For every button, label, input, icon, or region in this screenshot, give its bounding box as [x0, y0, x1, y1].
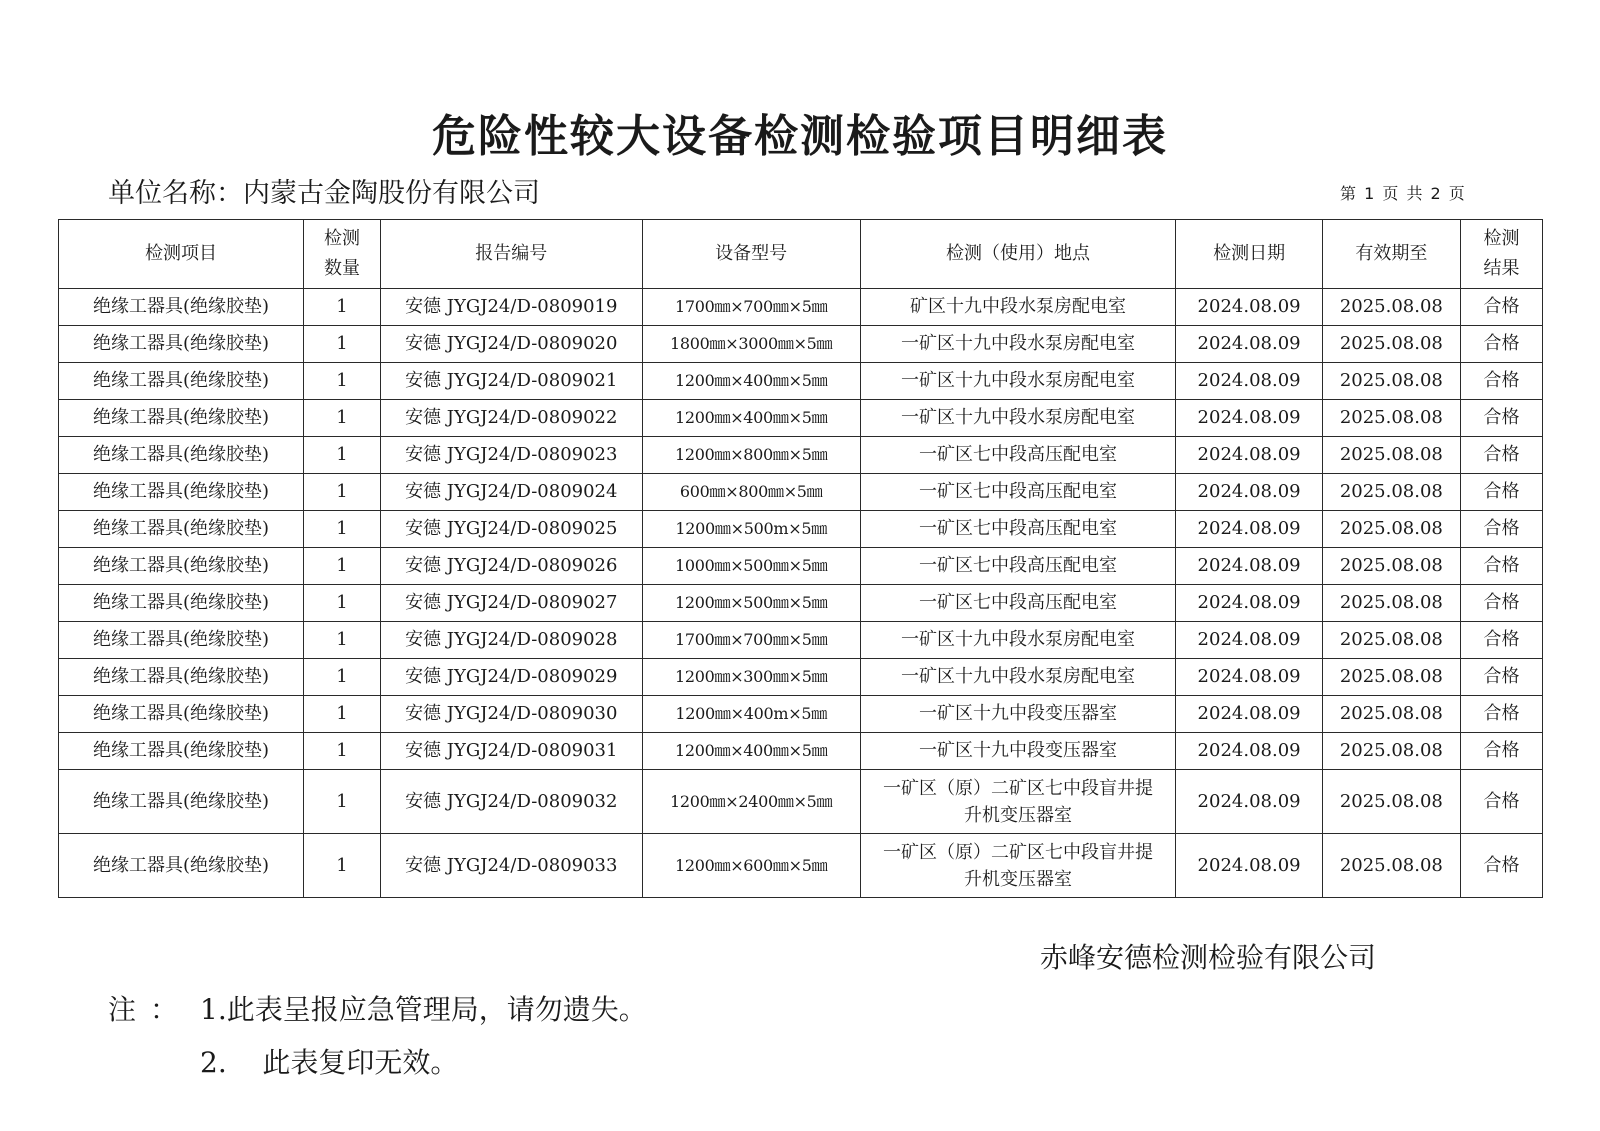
valid-until-cell: 2025.08.08 — [1322, 511, 1460, 548]
item-cell: 绝缘工器具(绝缘胶垫) — [59, 400, 304, 437]
valid-until-cell: 2025.08.08 — [1322, 548, 1460, 585]
location-cell: 一矿区七中段高压配电室 — [860, 437, 1176, 474]
equipment-model-cell: 600㎜×800㎜×5㎜ — [642, 474, 860, 511]
unit-name: 单位名称：内蒙古金陶股份有限公司 — [108, 178, 540, 209]
table-row — [59, 289, 1543, 326]
inspection-date-cell: 2024.08.09 — [1176, 622, 1322, 659]
item-cell: 绝缘工器具(绝缘胶垫) — [59, 437, 304, 474]
result-cell: 合格 — [1460, 289, 1542, 326]
equipment-model-cell: 1800㎜×3000㎜×5㎜ — [642, 326, 860, 363]
valid-until-cell: 2025.08.08 — [1322, 696, 1460, 733]
result-cell: 合格 — [1460, 696, 1542, 733]
qty-cell: 1 — [304, 400, 381, 437]
table-row — [59, 363, 1543, 400]
item-cell: 绝缘工器具(绝缘胶垫) — [59, 585, 304, 622]
report-number-cell: 安德 JYGJ24/D-0809025 — [380, 511, 642, 548]
qty-cell: 1 — [304, 622, 381, 659]
item-cell: 绝缘工器具(绝缘胶垫) — [59, 696, 304, 733]
qty-cell: 1 — [304, 733, 381, 770]
result-cell: 合格 — [1460, 326, 1542, 363]
report-number-cell: 安德 JYGJ24/D-0809023 — [380, 437, 642, 474]
note-item: 1.此表呈报应急管理局，请勿遗失。 — [200, 993, 647, 1026]
report-number-cell: 安德 JYGJ24/D-0809031 — [380, 733, 642, 770]
equipment-model-cell: 1200㎜×800㎜×5㎜ — [642, 437, 860, 474]
location-cell: 一矿区十九中段水泵房配电室 — [860, 659, 1176, 696]
result-cell: 合格 — [1460, 363, 1542, 400]
table-row — [59, 474, 1543, 511]
inspection-date-cell: 2024.08.09 — [1176, 437, 1322, 474]
valid-until-cell: 2025.08.08 — [1322, 733, 1460, 770]
header-cell: 检测（使用）地点 — [860, 220, 1176, 289]
report-number-cell: 安德 JYGJ24/D-0809030 — [380, 696, 642, 733]
item-cell: 绝缘工器具(绝缘胶垫) — [59, 511, 304, 548]
valid-until-cell: 2025.08.08 — [1322, 326, 1460, 363]
location-line: 升机变压器室 — [964, 868, 1073, 890]
table-row — [59, 834, 1543, 898]
location-cell: 一矿区七中段高压配电室 — [860, 585, 1176, 622]
inspection-date-cell: 2024.08.09 — [1176, 696, 1322, 733]
equipment-model-cell: 1700㎜×700㎜×5㎜ — [642, 622, 860, 659]
equipment-model-cell: 1200㎜×400㎜×5㎜ — [642, 363, 860, 400]
report-number-cell: 安德 JYGJ24/D-0809020 — [380, 326, 642, 363]
result-cell: 合格 — [1460, 437, 1542, 474]
item-cell: 绝缘工器具(绝缘胶垫) — [59, 289, 304, 326]
location-cell — [860, 834, 1176, 898]
inspection-date-cell: 2024.08.09 — [1176, 770, 1322, 834]
inspection-table — [58, 219, 1543, 898]
table-row — [59, 659, 1543, 696]
equipment-model-cell: 1000㎜×500㎜×5㎜ — [642, 548, 860, 585]
qty-cell: 1 — [304, 834, 381, 898]
table-row — [59, 733, 1543, 770]
header-line: 检测 — [324, 228, 360, 249]
location-cell: 一矿区七中段高压配电室 — [860, 548, 1176, 585]
inspection-date-cell: 2024.08.09 — [1176, 548, 1322, 585]
qty-cell: 1 — [304, 696, 381, 733]
qty-cell: 1 — [304, 363, 381, 400]
inspection-date-cell: 2024.08.09 — [1176, 363, 1322, 400]
valid-until-cell: 2025.08.08 — [1322, 834, 1460, 898]
table-row — [59, 770, 1543, 834]
qty-cell: 1 — [304, 770, 381, 834]
qty-cell: 1 — [304, 437, 381, 474]
valid-until-cell: 2025.08.08 — [1322, 622, 1460, 659]
inspection-date-cell: 2024.08.09 — [1176, 474, 1322, 511]
result-cell: 合格 — [1460, 733, 1542, 770]
report-number-cell: 安德 JYGJ24/D-0809024 — [380, 474, 642, 511]
item-cell: 绝缘工器具(绝缘胶垫) — [59, 622, 304, 659]
report-number-cell: 安德 JYGJ24/D-0809027 — [380, 585, 642, 622]
header-line: 数量 — [324, 258, 360, 279]
qty-cell: 1 — [304, 474, 381, 511]
valid-until-cell: 2025.08.08 — [1322, 474, 1460, 511]
table-row — [59, 622, 1543, 659]
header-line: 检测 — [1483, 228, 1520, 249]
item-cell: 绝缘工器具(绝缘胶垫) — [59, 659, 304, 696]
inspection-date-cell: 2024.08.09 — [1176, 511, 1322, 548]
equipment-model-cell: 1200㎜×500㎜×5㎜ — [642, 585, 860, 622]
qty-cell: 1 — [304, 659, 381, 696]
qty-cell: 1 — [304, 511, 381, 548]
equipment-model-cell: 1200㎜×2400㎜×5㎜ — [642, 770, 860, 834]
header-cell: 设备型号 — [642, 220, 860, 289]
item-cell: 绝缘工器具(绝缘胶垫) — [59, 733, 304, 770]
valid-until-cell: 2025.08.08 — [1322, 289, 1460, 326]
location-cell: 一矿区十九中段水泵房配电室 — [860, 363, 1176, 400]
equipment-model-cell: 1200㎜×400m×5㎜ — [642, 696, 860, 733]
table-row — [59, 696, 1543, 733]
qty-cell: 1 — [304, 548, 381, 585]
item-cell: 绝缘工器具(绝缘胶垫) — [59, 834, 304, 898]
equipment-model-cell: 1200㎜×500m×5㎜ — [642, 511, 860, 548]
header-line: 结果 — [1483, 258, 1520, 279]
inspection-date-cell: 2024.08.09 — [1176, 659, 1322, 696]
result-cell: 合格 — [1460, 474, 1542, 511]
table-row — [59, 437, 1543, 474]
location-cell: 一矿区十九中段变压器室 — [860, 733, 1176, 770]
result-cell: 合格 — [1460, 400, 1542, 437]
item-cell: 绝缘工器具(绝缘胶垫) — [59, 326, 304, 363]
result-cell: 合格 — [1460, 585, 1542, 622]
location-cell: 一矿区七中段高压配电室 — [860, 511, 1176, 548]
valid-until-cell: 2025.08.08 — [1322, 659, 1460, 696]
report-number-cell: 安德 JYGJ24/D-0809032 — [380, 770, 642, 834]
location-line: 升机变压器室 — [964, 804, 1073, 826]
result-cell: 合格 — [1460, 622, 1542, 659]
valid-until-cell: 2025.08.08 — [1322, 585, 1460, 622]
item-cell: 绝缘工器具(绝缘胶垫) — [59, 770, 304, 834]
item-cell: 绝缘工器具(绝缘胶垫) — [59, 548, 304, 585]
table-row — [59, 548, 1543, 585]
equipment-model-cell: 1200㎜×400㎜×5㎜ — [642, 733, 860, 770]
location-cell: 矿区十九中段水泵房配电室 — [860, 289, 1176, 326]
qty-cell: 1 — [304, 289, 381, 326]
page-title: 危险性较大设备检测检验项目明细表 — [432, 111, 1168, 162]
header-cell: 检测日期 — [1176, 220, 1322, 289]
valid-until-cell: 2025.08.08 — [1322, 363, 1460, 400]
report-number-cell: 安德 JYGJ24/D-0809021 — [380, 363, 642, 400]
table-header-row — [59, 220, 1543, 289]
valid-until-cell: 2025.08.08 — [1322, 400, 1460, 437]
location-line: 一矿区（原）二矿区七中段盲井提 — [883, 777, 1154, 799]
issuing-company: 赤峰安德检测检验有限公司 — [1040, 941, 1377, 974]
report-number-cell: 安德 JYGJ24/D-0809026 — [380, 548, 642, 585]
item-cell: 绝缘工器具(绝缘胶垫) — [59, 363, 304, 400]
header-cell: 检测项目 — [59, 220, 304, 289]
result-cell: 合格 — [1460, 770, 1542, 834]
inspection-date-cell: 2024.08.09 — [1176, 733, 1322, 770]
location-cell — [860, 770, 1176, 834]
table-row — [59, 511, 1543, 548]
page-number: 第 1 页 共 2 页 — [1340, 184, 1465, 203]
table-row — [59, 326, 1543, 363]
inspection-date-cell: 2024.08.09 — [1176, 400, 1322, 437]
header-cell — [1460, 220, 1542, 289]
valid-until-cell: 2025.08.08 — [1322, 770, 1460, 834]
note-item: 2. 此表复印无效。 — [200, 1046, 459, 1079]
item-cell: 绝缘工器具(绝缘胶垫) — [59, 474, 304, 511]
table-row — [59, 585, 1543, 622]
result-cell: 合格 — [1460, 659, 1542, 696]
result-cell: 合格 — [1460, 548, 1542, 585]
table-row — [59, 400, 1543, 437]
inspection-date-cell: 2024.08.09 — [1176, 289, 1322, 326]
notes-label: 注： — [108, 993, 193, 1026]
location-cell: 一矿区十九中段水泵房配电室 — [860, 400, 1176, 437]
report-number-cell: 安德 JYGJ24/D-0809033 — [380, 834, 642, 898]
location-cell: 一矿区七中段高压配电室 — [860, 474, 1176, 511]
header-cell: 报告编号 — [380, 220, 642, 289]
location-cell: 一矿区十九中段水泵房配电室 — [860, 326, 1176, 363]
header-cell: 有效期至 — [1322, 220, 1460, 289]
report-number-cell: 安德 JYGJ24/D-0809019 — [380, 289, 642, 326]
report-number-cell: 安德 JYGJ24/D-0809028 — [380, 622, 642, 659]
qty-cell: 1 — [304, 585, 381, 622]
qty-cell: 1 — [304, 326, 381, 363]
report-number-cell: 安德 JYGJ24/D-0809022 — [380, 400, 642, 437]
result-cell: 合格 — [1460, 511, 1542, 548]
result-cell: 合格 — [1460, 834, 1542, 898]
equipment-model-cell: 1200㎜×400㎜×5㎜ — [642, 400, 860, 437]
report-number-cell: 安德 JYGJ24/D-0809029 — [380, 659, 642, 696]
inspection-date-cell: 2024.08.09 — [1176, 585, 1322, 622]
equipment-model-cell: 1700㎜×700㎜×5㎜ — [642, 289, 860, 326]
location-cell: 一矿区十九中段水泵房配电室 — [860, 622, 1176, 659]
valid-until-cell: 2025.08.08 — [1322, 437, 1460, 474]
location-line: 一矿区（原）二矿区七中段盲井提 — [883, 841, 1154, 863]
header-cell — [304, 220, 381, 289]
inspection-date-cell: 2024.08.09 — [1176, 326, 1322, 363]
equipment-model-cell: 1200㎜×600㎜×5㎜ — [642, 834, 860, 898]
equipment-model-cell: 1200㎜×300㎜×5㎜ — [642, 659, 860, 696]
inspection-date-cell: 2024.08.09 — [1176, 834, 1322, 898]
location-cell: 一矿区十九中段变压器室 — [860, 696, 1176, 733]
